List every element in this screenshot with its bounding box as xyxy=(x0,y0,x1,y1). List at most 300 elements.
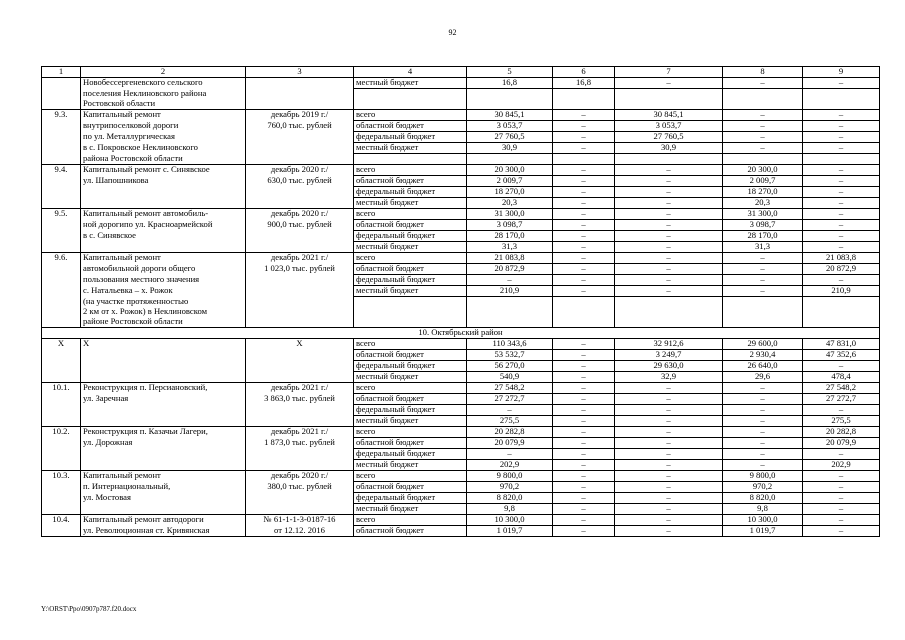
budget-value: – xyxy=(803,198,880,209)
empty-cell xyxy=(246,89,354,100)
item-cont: ул. Дорожная xyxy=(81,438,246,449)
budget-value: – xyxy=(723,121,803,132)
item-cont xyxy=(42,460,81,471)
budget-value: 30,9 xyxy=(467,143,553,154)
item-cont xyxy=(42,350,81,361)
column-number: 5 xyxy=(467,67,553,78)
budget-value: 27 760,5 xyxy=(615,132,723,143)
item-cont xyxy=(81,372,246,383)
budget-value: 2 009,7 xyxy=(723,176,803,187)
empty-cell xyxy=(553,154,615,165)
item-cont: 380,0 тыс. рублей xyxy=(246,482,354,493)
budget-value: 1 019,7 xyxy=(723,526,803,537)
item-number: 10.1. xyxy=(42,383,81,394)
budget-type: федеральный бюджет xyxy=(354,132,467,143)
budget-value: – xyxy=(615,231,723,242)
item-name: Новобессергеневского сельского xyxy=(81,78,246,89)
table-row xyxy=(42,372,880,383)
table-row xyxy=(42,493,880,504)
budget-value: – xyxy=(553,504,615,515)
budget-value: – xyxy=(615,526,723,537)
budget-value: – xyxy=(803,493,880,504)
item-number: 10.3. xyxy=(42,471,81,482)
budget-value: – xyxy=(723,264,803,275)
item-number: Х xyxy=(42,339,81,350)
budget-value: 540,9 xyxy=(467,372,553,383)
budget-value: – xyxy=(803,449,880,460)
table-row xyxy=(42,504,880,515)
table-row xyxy=(42,383,880,394)
empty-cell xyxy=(723,154,803,165)
empty-cell xyxy=(615,297,723,308)
table-row xyxy=(42,515,880,526)
budget-value: – xyxy=(723,253,803,264)
budget-value: 20 872,9 xyxy=(803,264,880,275)
budget-value: – xyxy=(615,198,723,209)
empty-cell xyxy=(246,317,354,328)
budget-value: – xyxy=(723,460,803,471)
item-cont xyxy=(42,394,81,405)
table-row-continued xyxy=(42,154,880,165)
budget-value: 110 343,6 xyxy=(467,339,553,350)
budget-value: 18 270,0 xyxy=(467,187,553,198)
item-cont: внутрипоселковой дороги xyxy=(81,121,246,132)
budget-value: – xyxy=(615,482,723,493)
column-number: 1 xyxy=(42,67,81,78)
budget-value: 53 532,7 xyxy=(467,350,553,361)
table-row xyxy=(42,427,880,438)
budget-value: 30,9 xyxy=(615,143,723,154)
budget-value: 8 820,0 xyxy=(723,493,803,504)
empty-cell xyxy=(42,307,81,317)
empty-cell xyxy=(803,317,880,328)
budget-value: 9 800,0 xyxy=(723,471,803,482)
budget-value: – xyxy=(615,165,723,176)
table-row xyxy=(42,220,880,231)
budget-value: – xyxy=(615,187,723,198)
item-cont: 630,0 тыс. рублей xyxy=(246,176,354,187)
budget-value: – xyxy=(723,449,803,460)
budget-type: областной бюджет xyxy=(354,350,467,361)
item-term: декабрь 2020 г./ xyxy=(246,471,354,482)
empty-cell xyxy=(615,99,723,110)
empty-cell: 2 км от х. Рожок) в Неклиновском xyxy=(81,307,246,317)
budget-value: – xyxy=(803,275,880,286)
budget-value: – xyxy=(553,275,615,286)
budget-value: – xyxy=(553,515,615,526)
budget-value: 26 640,0 xyxy=(723,361,803,372)
item-cont xyxy=(42,187,81,198)
budget-value: – xyxy=(803,471,880,482)
item-cont xyxy=(42,286,81,297)
empty-cell xyxy=(615,89,723,100)
budget-type: всего xyxy=(354,515,467,526)
empty-cell: района Ростовской области xyxy=(81,154,246,165)
budget-value: – xyxy=(553,493,615,504)
budget-value: 20 300,0 xyxy=(467,165,553,176)
budget-value: – xyxy=(553,176,615,187)
item-cont: 1 873,0 тыс. рублей xyxy=(246,438,354,449)
section-row xyxy=(42,328,880,339)
table-row xyxy=(42,361,880,372)
table-row xyxy=(42,405,880,416)
item-cont xyxy=(246,275,354,286)
empty-cell: поселения Неклиновского района xyxy=(81,89,246,100)
budget-value: 20 282,8 xyxy=(803,427,880,438)
budget-value: 56 270,0 xyxy=(467,361,553,372)
item-number: 10.4. xyxy=(42,515,81,526)
budget-value: – xyxy=(553,383,615,394)
item-cont xyxy=(246,504,354,515)
budget-value: – xyxy=(803,482,880,493)
budget-value: – xyxy=(615,449,723,460)
budget-value: 3 249,7 xyxy=(615,350,723,361)
budget-type: местный бюджет xyxy=(354,242,467,253)
column-number: 4 xyxy=(354,67,467,78)
budget-value: 27 272,7 xyxy=(803,394,880,405)
budget-value: 16,8 xyxy=(553,78,615,89)
item-cont: в с. Покровское Неклиновского xyxy=(81,143,246,154)
budget-value: – xyxy=(803,165,880,176)
budget-value: – xyxy=(803,405,880,416)
budget-type: местный бюджет xyxy=(354,143,467,154)
item-cont: 1 023,0 тыс. рублей xyxy=(246,264,354,275)
empty-cell xyxy=(42,89,81,100)
budget-type: всего xyxy=(354,471,467,482)
item-cont xyxy=(246,350,354,361)
table-row xyxy=(42,78,880,89)
item-term xyxy=(246,78,354,89)
budget-type: областной бюджет xyxy=(354,438,467,449)
item-number: 10.2. xyxy=(42,427,81,438)
budget-value: – xyxy=(553,350,615,361)
empty-cell xyxy=(42,297,81,308)
table-row xyxy=(42,242,880,253)
budget-value: 27 548,2 xyxy=(803,383,880,394)
budget-value: 47 352,6 xyxy=(803,350,880,361)
budget-value: – xyxy=(615,471,723,482)
budget-value: – xyxy=(553,427,615,438)
item-cont xyxy=(42,275,81,286)
budget-value: – xyxy=(553,482,615,493)
table-row xyxy=(42,209,880,220)
budget-type: местный бюджет xyxy=(354,416,467,427)
budget-value: 16,8 xyxy=(467,78,553,89)
empty-cell xyxy=(246,99,354,110)
budget-value: – xyxy=(553,132,615,143)
budget-value: – xyxy=(615,220,723,231)
item-name: Капитальный ремонт автомобиль- xyxy=(81,209,246,220)
empty-cell xyxy=(723,317,803,328)
table-row xyxy=(42,286,880,297)
budget-value: 2 930,4 xyxy=(723,350,803,361)
item-term: декабрь 2021 г./ xyxy=(246,427,354,438)
item-cont xyxy=(42,361,81,372)
empty-cell xyxy=(553,307,615,317)
item-name: Реконструкция п. Персиановский, xyxy=(81,383,246,394)
page-number: 92 xyxy=(448,28,457,37)
item-term: № 61-1-1-3-0187-16 xyxy=(246,515,354,526)
budget-value: 20 300,0 xyxy=(723,165,803,176)
table-row xyxy=(42,143,880,154)
table-row xyxy=(42,198,880,209)
table-row xyxy=(42,253,880,264)
item-name: Капитальный ремонт с. Синявское xyxy=(81,165,246,176)
budget-type: всего xyxy=(354,383,467,394)
budget-value: 28 170,0 xyxy=(467,231,553,242)
item-cont xyxy=(42,132,81,143)
item-cont: пользования местного значения xyxy=(81,275,246,286)
budget-value: – xyxy=(803,132,880,143)
budget-value: – xyxy=(615,253,723,264)
item-term: декабрь 2021 г./ xyxy=(246,253,354,264)
table-row xyxy=(42,416,880,427)
empty-cell: районе Ростовской области xyxy=(81,317,246,328)
column-number: 2 xyxy=(81,67,246,78)
budget-value: – xyxy=(553,471,615,482)
budget-value: – xyxy=(615,394,723,405)
budget-type: местный бюджет xyxy=(354,198,467,209)
empty-cell xyxy=(803,307,880,317)
empty-cell xyxy=(354,317,467,328)
item-cont xyxy=(42,405,81,416)
budget-value: – xyxy=(803,515,880,526)
section-title: 10. Октябрьский район xyxy=(42,328,880,339)
budget-value: 3 098,7 xyxy=(723,220,803,231)
table-row xyxy=(42,264,880,275)
empty-cell xyxy=(246,307,354,317)
empty-cell xyxy=(723,99,803,110)
budget-type: местный бюджет xyxy=(354,286,467,297)
item-cont xyxy=(246,361,354,372)
table-row xyxy=(42,339,880,350)
empty-cell xyxy=(467,89,553,100)
budget-value: – xyxy=(723,405,803,416)
budget-type: областной бюджет xyxy=(354,176,467,187)
item-cont xyxy=(246,460,354,471)
budget-type: всего xyxy=(354,253,467,264)
budget-value: 3 053,7 xyxy=(615,121,723,132)
budget-value: 8 820,0 xyxy=(467,493,553,504)
budget-value: 210,9 xyxy=(803,286,880,297)
budget-value: 9,8 xyxy=(723,504,803,515)
budget-value: – xyxy=(803,121,880,132)
budget-value: – xyxy=(553,361,615,372)
item-cont xyxy=(81,242,246,253)
budget-value: – xyxy=(803,504,880,515)
table-row xyxy=(42,231,880,242)
budget-value: – xyxy=(723,394,803,405)
budget-value: 32 912,6 xyxy=(615,339,723,350)
item-cont xyxy=(246,372,354,383)
budget-value: 20 282,8 xyxy=(467,427,553,438)
table-row xyxy=(42,482,880,493)
budget-type: всего xyxy=(354,110,467,121)
budget-type: всего xyxy=(354,427,467,438)
budget-type: местный бюджет xyxy=(354,372,467,383)
budget-value: 30 845,1 xyxy=(615,110,723,121)
empty-cell xyxy=(354,307,467,317)
budget-type: местный бюджет xyxy=(354,460,467,471)
column-number: 6 xyxy=(553,67,615,78)
table-row-continued xyxy=(42,89,880,100)
budget-value: – xyxy=(553,286,615,297)
budget-value: – xyxy=(553,110,615,121)
item-name: Капитальный ремонт xyxy=(81,471,246,482)
item-cont: ул. Мостовая xyxy=(81,493,246,504)
item-cont xyxy=(246,416,354,427)
empty-cell xyxy=(553,99,615,110)
budget-type: федеральный бюджет xyxy=(354,231,467,242)
budget-value: – xyxy=(553,339,615,350)
item-term: декабрь 2019 г./ xyxy=(246,110,354,121)
item-cont xyxy=(246,132,354,143)
item-term: Х xyxy=(246,339,354,350)
budget-value: – xyxy=(723,132,803,143)
budget-value: – xyxy=(803,110,880,121)
table-row xyxy=(42,460,880,471)
item-cont xyxy=(81,350,246,361)
budget-value: – xyxy=(553,394,615,405)
item-cont xyxy=(246,405,354,416)
budget-value: 10 300,0 xyxy=(467,515,553,526)
empty-cell xyxy=(42,317,81,328)
budget-value: 31 300,0 xyxy=(723,209,803,220)
budget-value: – xyxy=(803,242,880,253)
budget-value: – xyxy=(803,187,880,198)
budget-value: – xyxy=(615,209,723,220)
empty-cell xyxy=(42,154,81,165)
budget-value: 31,3 xyxy=(467,242,553,253)
budget-value: – xyxy=(723,383,803,394)
budget-value: 1 019,7 xyxy=(467,526,553,537)
budget-value: – xyxy=(467,449,553,460)
budget-value: – xyxy=(553,253,615,264)
budget-value: – xyxy=(615,416,723,427)
budget-value: 210,9 xyxy=(467,286,553,297)
empty-cell xyxy=(467,317,553,328)
empty-cell xyxy=(553,89,615,100)
budget-value: 31,3 xyxy=(723,242,803,253)
budget-value: – xyxy=(553,198,615,209)
item-cont xyxy=(42,176,81,187)
item-number: 9.4. xyxy=(42,165,81,176)
budget-value: 20 079,9 xyxy=(467,438,553,449)
empty-cell xyxy=(553,317,615,328)
item-cont xyxy=(42,264,81,275)
budget-value: 27 272,7 xyxy=(467,394,553,405)
budget-value: 202,9 xyxy=(467,460,553,471)
item-cont: автомобильной дороги общего xyxy=(81,264,246,275)
budget-value: – xyxy=(553,121,615,132)
item-cont: ул. Заречная xyxy=(81,394,246,405)
item-cont xyxy=(42,493,81,504)
item-cont xyxy=(246,449,354,460)
budget-type: федеральный бюджет xyxy=(354,361,467,372)
budget-value: 27 548,2 xyxy=(467,383,553,394)
item-cont xyxy=(42,372,81,383)
budget-value: – xyxy=(723,110,803,121)
budget-type: всего xyxy=(354,165,467,176)
budget-value: 20 872,9 xyxy=(467,264,553,275)
empty-cell xyxy=(354,99,467,110)
budget-type: всего xyxy=(354,339,467,350)
budget-value: – xyxy=(615,493,723,504)
item-name: Капитальный ремонт xyxy=(81,253,246,264)
budget-value: 30 845,1 xyxy=(467,110,553,121)
item-cont: ул. Шапошникова xyxy=(81,176,246,187)
budget-value: – xyxy=(553,372,615,383)
budget-value: 21 083,8 xyxy=(467,253,553,264)
item-cont xyxy=(246,286,354,297)
budget-type: федеральный бюджет xyxy=(354,449,467,460)
item-cont xyxy=(246,187,354,198)
budget-type: местный бюджет xyxy=(354,504,467,515)
empty-cell: Ростовской области xyxy=(81,99,246,110)
budget-value: – xyxy=(615,504,723,515)
item-cont xyxy=(246,198,354,209)
budget-type: всего xyxy=(354,209,467,220)
item-name: Реконструкция п. Казачьи Лагери, xyxy=(81,427,246,438)
budget-value: – xyxy=(615,515,723,526)
item-cont xyxy=(246,493,354,504)
table-row xyxy=(42,176,880,187)
budget-value: 9 800,0 xyxy=(467,471,553,482)
budget-type: федеральный бюджет xyxy=(354,405,467,416)
empty-cell xyxy=(467,99,553,110)
budget-value: – xyxy=(803,361,880,372)
budget-value: – xyxy=(553,242,615,253)
budget-value: 2 009,7 xyxy=(467,176,553,187)
empty-cell xyxy=(354,154,467,165)
item-cont xyxy=(81,504,246,515)
empty-cell xyxy=(803,89,880,100)
item-cont: с. Натальевка – х. Рожок xyxy=(81,286,246,297)
budget-value: 9,8 xyxy=(467,504,553,515)
budget-value: – xyxy=(615,242,723,253)
item-cont: п. Интернациональный, xyxy=(81,482,246,493)
budget-value: – xyxy=(803,209,880,220)
item-cont xyxy=(42,198,81,209)
item-cont xyxy=(42,504,81,515)
budget-value: – xyxy=(803,176,880,187)
item-cont: в с. Синявское xyxy=(81,231,246,242)
empty-cell xyxy=(42,99,81,110)
budget-value: – xyxy=(553,165,615,176)
table-row xyxy=(42,449,880,460)
item-cont xyxy=(81,361,246,372)
budget-value: – xyxy=(723,416,803,427)
item-number xyxy=(42,78,81,89)
budget-value: – xyxy=(553,187,615,198)
budget-type: местный бюджет xyxy=(354,78,467,89)
budget-type: областной бюджет xyxy=(354,121,467,132)
budget-value: 275,5 xyxy=(467,416,553,427)
budget-value: – xyxy=(803,526,880,537)
item-term: декабрь 2020 г./ xyxy=(246,209,354,220)
budget-type: областной бюджет xyxy=(354,264,467,275)
budget-value: 275,5 xyxy=(803,416,880,427)
budget-value: 31 300,0 xyxy=(467,209,553,220)
budget-value: 18 270,0 xyxy=(723,187,803,198)
item-cont: ул. Революционная ст. Кривянская xyxy=(81,526,246,537)
column-number: 7 xyxy=(615,67,723,78)
empty-cell xyxy=(803,297,880,308)
item-term: декабрь 2021 г./ xyxy=(246,383,354,394)
table-row-continued xyxy=(42,307,880,317)
budget-value: 20,3 xyxy=(467,198,553,209)
table-row xyxy=(42,350,880,361)
